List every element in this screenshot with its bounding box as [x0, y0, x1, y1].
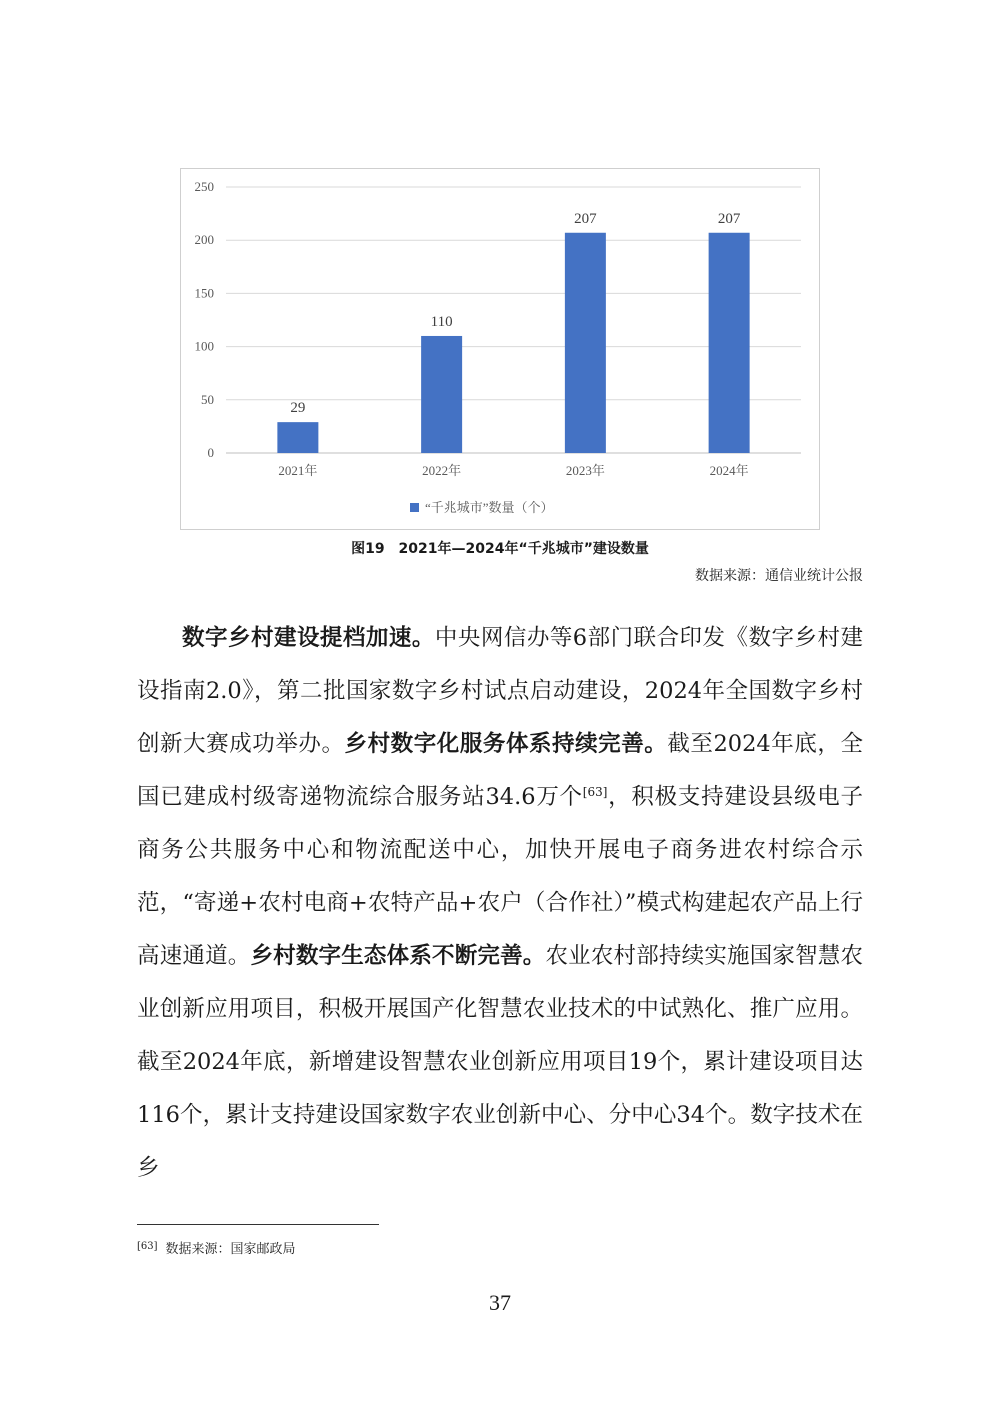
figure-caption: 图19 2021年—2024年“千兆城市”建设数量 — [351, 541, 649, 557]
text-service-system-b: ，积极支持建设县级电子商务公共服务中心和物流配送中心，加快开展电子商务进农村综合示范，“寄递+农村电商+农特产品+农户（合作社）”模式构建起农产品上行高速通道。 — [137, 784, 863, 969]
text-digital-village: 中央网信办等6部门联合印发《数字乡村建设指南2.0》，第二批国家数字乡村试点启动建设，2024年全国数字乡村创新大赛成功举办。 — [137, 625, 863, 757]
footnote — [137, 1238, 296, 1257]
bar-chart — [181, 169, 819, 529]
text-service-system-a: 截至2024年底，全国已建成村级寄递物流综合服务站34.6万个 — [137, 731, 863, 810]
figure-source: 数据来源：通信业统计公报 — [695, 568, 863, 584]
y-tick-label: 150 — [194, 285, 214, 301]
body-text — [137, 612, 863, 1195]
x-tick-label: 2024年 — [709, 463, 749, 478]
y-tick-label: 200 — [194, 232, 214, 248]
bar — [421, 336, 462, 453]
footnote-ref[interactable]: [63] — [582, 785, 608, 799]
data-label: 29 — [290, 400, 306, 417]
bar — [565, 233, 606, 453]
chart-container — [180, 168, 820, 530]
x-tick-label: 2023年 — [565, 463, 605, 478]
data-label: 207 — [574, 210, 597, 227]
x-tick-label: 2022年 — [422, 463, 462, 478]
bar — [277, 422, 318, 453]
footnote-mark: [63] — [137, 1241, 158, 1252]
bar — [709, 233, 750, 453]
footnote-divider — [137, 1224, 379, 1225]
data-label: 110 — [430, 313, 453, 330]
heading-service-system: 乡村数字化服务体系持续完善。 — [344, 731, 668, 757]
text-ecosystem: 农业农村部持续实施国家智慧农业创新应用项目，积极开展国产化智慧农业技术的中试熟化、推广应用。截至2024年底，新增建设智慧农业创新应用项目19个，累计建设项目达116个，累计支持建设国家数字农业创新中心、分中心34个。数字技术在乡 — [137, 943, 863, 1181]
body-paragraph — [137, 612, 863, 1195]
data-label: 207 — [717, 210, 741, 227]
x-tick-label: 2021年 — [278, 463, 318, 478]
y-tick-label: 100 — [194, 338, 214, 354]
legend-swatch — [410, 503, 419, 512]
footnote-text: 数据来源：国家邮政局 — [165, 1242, 296, 1257]
y-tick-label: 0 — [207, 445, 214, 460]
y-tick-label: 50 — [201, 391, 214, 407]
heading-ecosystem: 乡村数字生态体系不断完善。 — [250, 943, 546, 969]
legend-label: “千兆城市”数量（个） — [425, 500, 554, 515]
heading-digital-village: 数字乡村建设提档加速。 — [182, 625, 435, 651]
page-number: 37 — [489, 1290, 511, 1315]
y-tick-label: 250 — [194, 179, 214, 194]
